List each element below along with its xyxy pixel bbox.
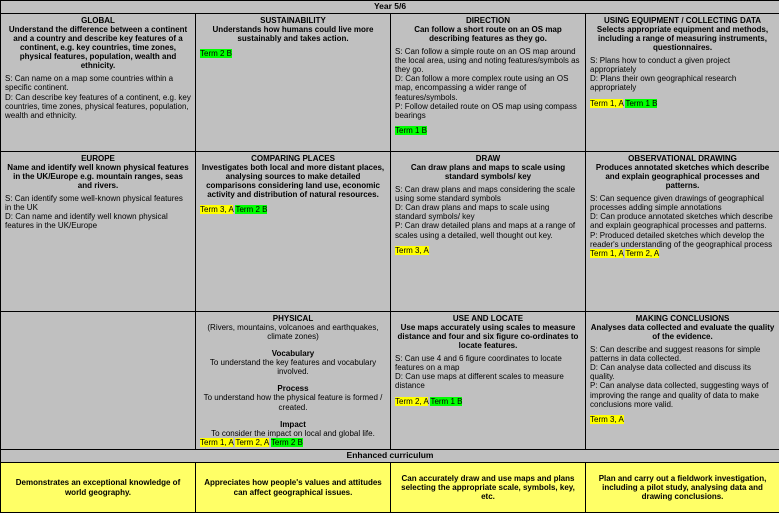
physical-vocab-head: Vocabulary [271,349,315,359]
use-locate-title: USE AND LOCATE [452,313,524,323]
enhanced-cell: Demonstrates an exceptional knowledge of world geography. [1,463,196,513]
physical-impact-text: To consider the impact on local and global life. [211,428,375,438]
direction-line-s: S: Can follow a simple route on an OS map around the local area, using and noting features/symbols as they go. [395,47,580,75]
global-title: GLOBAL [81,15,115,25]
term-badge: Term 1 B [625,98,658,108]
enhanced-cell: Plan and carry out a fieldwork investigation, including a pilot study, analysing data and drawing conclusions. [586,463,779,513]
comparing-title: COMPARING PLACES [251,153,335,163]
equipment-cell [586,13,779,151]
term-badge: Term 2 B [270,437,303,447]
empty-cell [1,311,196,449]
term-badge: Term 2, A [395,396,429,406]
sustainability-cell [196,13,391,151]
global-line-d: D: Can describe key features of a continent, e.g. key countries, time zones, physical features, population, wealth and ethnicity. [5,92,191,120]
draw-cell [391,151,586,311]
use-locate-terms [395,397,581,406]
conclusions-cell [586,311,779,449]
use-locate-subtitle: Use maps accurately using scales to measure distance and four and six figure co-ordinates to locate features. [397,322,579,351]
sustainability-subtitle: Understands how humans could live more sustainably and takes action. [212,24,374,43]
physical-impact-head: Impact [280,419,306,429]
enhanced-cell: Can accurately draw and use maps and plans selecting the appropriate scale, symbols, key, etc. [391,463,586,513]
physical-process-text: To understand how the physical feature is formed / created. [203,393,383,412]
sustainability-title: SUSTAINABILITY [260,15,326,25]
observational-subtitle: Produces annotated sketches which describe and explain geographical processes and patterns. [595,162,770,191]
global-cell [1,13,196,151]
equipment-subtitle: Selects appropriate equipment and methods, including a range of measuring instruments, questionnaires. [596,24,769,53]
europe-line-s: S: Can identify some well-known physical features in the UK [5,194,183,213]
term-badge: Term 2 B [200,49,233,59]
equipment-line-s: S: Plans how to conduct a given project appropriately [590,56,731,75]
observational-terms [590,249,775,258]
europe-line-d: D: Can name and identify well known physical features in the UK/Europe [5,212,168,231]
comparing-subtitle: Investigates both local and more distant places, analysing sources to make detailed comparisons considering land use, economic activity and distribution of natural resources. [201,162,385,200]
physical-title: PHYSICAL [272,313,314,323]
draw-subtitle: Can draw plans and maps to scale using standard symbols/ key [410,162,566,181]
draw-terms [395,246,581,255]
physical-process-head: Process [277,384,309,394]
term-badge: Term 2 B [235,205,268,215]
physical-intro: (Rivers, mountains, volcanoes and earthquakes, climate zones) [207,322,379,341]
direction-subtitle: Can follow a short route on an OS map describing features as they go. [414,24,562,43]
europe-subtitle: Name and identify well known physical features in the UK/Europe e.g. mountain ranges, seas and rivers. [7,162,189,191]
physical-terms [200,438,386,447]
draw-title: DRAW [475,153,501,163]
enhanced-cell: Appreciates how people's values and attitudes can affect geographical issues. [196,463,391,513]
physical-cell [196,311,391,449]
draw-line-s: S: Can draw plans and maps considering the scale using some standard symbols [395,185,576,204]
term-badge: Term 3, A [200,205,234,215]
year-header: Year 5/6 [1,1,779,14]
term-badge: Term 3, A [395,245,429,255]
conclusions-line-p: P: Can analyse data collected, suggesting ways of improving the range and quality of data to make conclusions more valid. [590,381,769,409]
direction-line-p: P: Follow detailed route on OS map using compass bearings [395,101,577,120]
direction-title: DIRECTION [466,15,510,25]
conclusions-terms [590,415,775,424]
equipment-title: USING EQUIPMENT / COLLECTING DATA [603,15,762,25]
observational-cell [586,151,779,311]
conclusions-line-s: S: Can describe and suggest reasons for simple patterns in data collected. [590,345,761,364]
use-locate-line-d: D: Can use maps at different scales to measure distance [395,372,564,391]
direction-cell [391,13,586,151]
observational-title: OBSERVATIONAL DRAWING [628,153,737,163]
equipment-line-d: D: Plans their own geographical research appropriately [590,74,737,93]
sustainability-terms [200,49,386,58]
draw-line-d: D: Can draw plans and maps to scale using standard symbols/ key [395,203,550,222]
physical-vocab-text: To understand the key features and vocabulary involved. [209,358,377,377]
term-badge: Term 1, A [200,437,234,447]
term-badge: Term 3, A [590,414,624,424]
global-line-s: S: Can name on a map some countries within a specific continent. [5,74,174,93]
use-locate-line-s: S: Can use 4 and 6 figure coordinates to locate features on a map [395,354,562,373]
comparing-terms [200,205,386,214]
observational-line-s: S: Can sequence given drawings of geographical processes adding simple annotations [590,194,764,213]
term-badge: Term 1 B [395,125,428,135]
comparing-cell [196,151,391,311]
enhanced-header: Enhanced curriculum [1,450,779,463]
europe-cell [1,151,196,311]
conclusions-subtitle: Analyses data collected and evaluate the quality of the evidence. [590,322,775,341]
term-badge: Term 1, A [590,98,624,108]
global-subtitle: Understand the difference between a continent and a country and describe key features of a continent, e.g. key countries, time zones, physical features, population, wealth and ethnicity. [8,24,188,71]
term-badge: Term 2, A [235,437,269,447]
europe-title: EUROPE [81,153,115,163]
observational-line-d: D: Can produce annotated sketches which describe and explain geographical processes and patterns. [590,212,773,231]
direction-line-d: D: Can follow a more complex route using an OS map, encompassing a wider range of features/symbols. [395,74,569,102]
equipment-terms [590,99,775,108]
direction-terms [395,126,581,135]
draw-line-p: P: Can draw detailed plans and maps at a range of scales using a detailed, well thought out key. [395,221,576,240]
term-badge: Term 2, A [625,248,660,258]
term-badge: Term 1, A [590,248,624,258]
conclusions-title: MAKING CONCLUSIONS [635,313,730,323]
term-badge: Term 1 B [430,396,463,406]
use-locate-cell [391,311,586,449]
conclusions-line-d: D: Can analyse data collected and discuss its quality. [590,363,751,382]
observational-line-p: P: Produced detailed sketches which develop the reader's understanding of the geographical process [590,230,773,249]
